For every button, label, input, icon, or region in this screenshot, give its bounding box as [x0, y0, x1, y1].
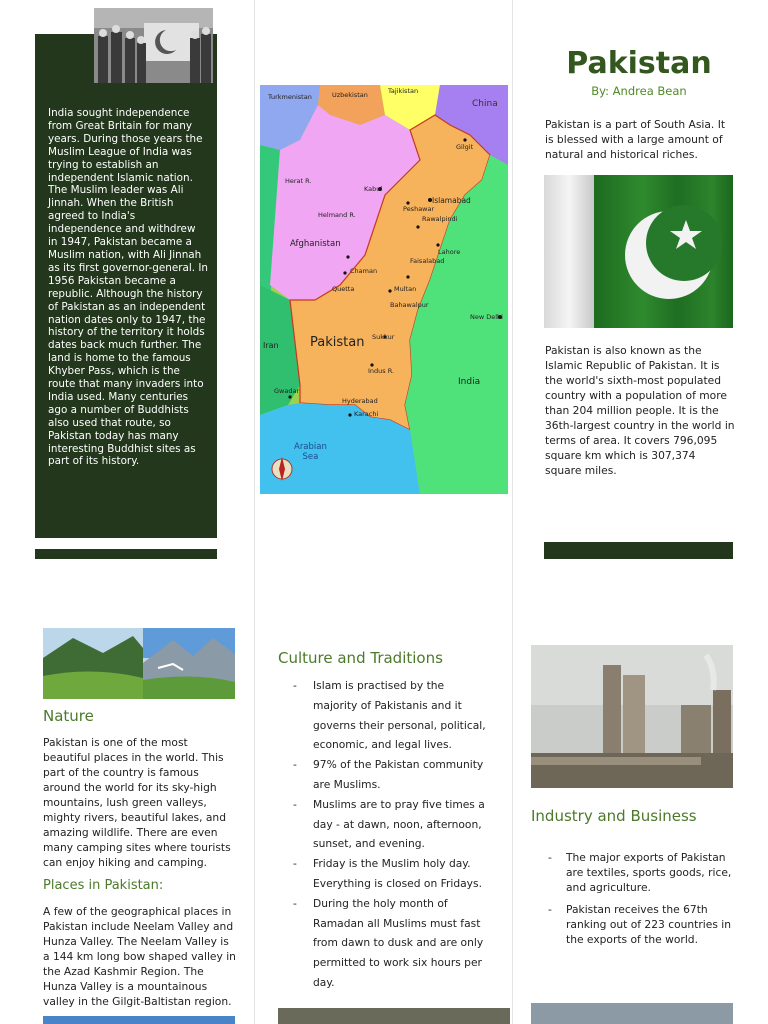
page-title: Pakistan — [566, 46, 712, 81]
culture-item: - Friday is the Muslim holy day. Everything is closed on Fridays. — [293, 854, 491, 894]
pakistan-map — [260, 85, 508, 494]
map-label-faisalabad: Faisalabad — [410, 257, 445, 265]
map-label-helmand-river: Helmand R. — [318, 211, 356, 219]
author-byline: By: Andrea Bean — [591, 84, 687, 98]
culture-item: - Islam is practised by the majority of Pakistanis and it governs their personal, political, economic, and legal lives. — [293, 676, 491, 755]
nature-heading: Nature — [43, 707, 94, 725]
culture-heading: Culture and Traditions — [278, 649, 443, 667]
map-label-iran: Iran — [263, 341, 279, 350]
decorative-bar-left — [35, 549, 217, 559]
country-facts-text: Pakistan is also known as the Islamic Republic of Pakistan. It is the world's sixth-most populated country with a population of more than 204 million people. It is the 36th-largest country in the world in terms of area. It covers 796,095 square km which is 307,374 square miles. — [545, 344, 735, 477]
panel-divider-2 — [512, 0, 513, 1024]
culture-item: - 97% of the Pakistan community are Muslims. — [293, 755, 491, 795]
map-label-islamabad: Islamabad — [432, 196, 471, 205]
valley-photo — [43, 628, 235, 699]
map-label-chaman: Chaman — [350, 267, 378, 275]
map-label-peshawar: Peshawar — [403, 205, 435, 213]
map-label-hyderabad: Hyderabad — [342, 397, 378, 405]
places-text: A few of the geographical places in Pakistan include Neelam Valley and Hunza Valley. The Neelam Valley is a 144 km long bow shaped valley in the Azad Kashmir Region. The Hunza Valley is a mountainous valley in the Gilgit-Baltistan region. — [43, 905, 236, 1008]
culture-item: - During the holy month of Ramadan all Muslims must fast from dawn to dusk and are only permitted to work six hours per day. — [293, 894, 491, 993]
bottom-photo-middle — [278, 1008, 510, 1024]
map-label-lahore: Lahore — [438, 248, 461, 256]
panel-divider-1 — [254, 0, 255, 1024]
industry-list — [548, 851, 738, 956]
map-label-indus-river: Indus R. — [368, 367, 395, 375]
map-label-uzbekistan: Uzbekistan — [332, 91, 368, 99]
map-label-multan: Multan — [394, 285, 417, 293]
bottom-photo-left — [43, 1016, 235, 1024]
historical-photo — [94, 8, 213, 83]
map-label-china: China — [472, 99, 498, 109]
map-label-india: India — [458, 377, 481, 387]
intro-text: Pakistan is a part of South Asia. It is blessed with a large amount of natural and historical riches. — [545, 118, 726, 161]
map-label-turkmenistan: Turkmenistan — [268, 93, 312, 101]
industry-heading: Industry and Business — [531, 807, 697, 825]
culture-list — [293, 676, 491, 993]
map-label-arabian-sea: Arabian Sea — [294, 442, 327, 462]
nature-text: Pakistan is one of the most beautiful places in the world. This part of the country is famous around the world for its sky-high mountains, lush green valleys, mighty rivers, beautiful lakes, and amazing wildlife. There are even many camping sites where tourists can enjoy hiking and camping. — [43, 736, 231, 869]
map-label-rawalpindi: Rawalpindi — [422, 215, 458, 223]
map-label-gwadar: Gwadar — [274, 387, 300, 395]
map-label-sukkur: Sukkur — [372, 333, 395, 341]
map-label-herat-river: Herat R. — [285, 177, 312, 185]
map-label-quetta: Quetta — [332, 285, 355, 293]
factory-photo — [531, 645, 733, 788]
industry-item: - Pakistan receives the 67th ranking out of 223 countries in the exports of the world. — [548, 903, 738, 947]
map-label-karachi: Karachi — [354, 410, 379, 418]
history-text: India sought independence from Great Britain for many years. During those years the Muslim League of India was trying to establish an independent Islamic nation. The Muslim leader was Ali Jinnah. When the British agreed to India's independence and withdrew in 1947, Pakistan became a Muslim nation, with Ali Jinnah as its first governor-general. In 1956 Pakistan became a republic. Although the history of Pakistan as an independent nation dates only to 1947, the history of the territory it holds dates back much further. The land is home to the famous Khyber Pass, which is the route that many invaders into India used. Many centuries ago a number of Buddhists also used that route, so Pakistan today has many interesting Buddhist sites as part of its history. — [48, 107, 208, 468]
map-label-afghanistan: Afghanistan — [290, 239, 341, 249]
bottom-photo-right — [531, 1003, 733, 1024]
map-label-kabul: Kabul — [364, 185, 383, 193]
map-label-gilgit: Gilgit — [456, 143, 474, 151]
culture-item: - Muslims are to pray five times a day - at dawn, noon, afternoon, sunset, and evening. — [293, 795, 491, 854]
map-label-pakistan: Pakistan — [310, 335, 365, 350]
pakistan-flag-image — [544, 175, 733, 328]
industry-item: - The major exports of Pakistan are textiles, sports goods, rice, and agriculture. — [548, 851, 738, 895]
map-label-tajikistan: Tajikistan — [388, 87, 419, 95]
map-label-new-delhi: New Delhi — [470, 313, 503, 321]
decorative-bar-right — [544, 542, 733, 559]
map-label-bahawalpur: Bahawalpur — [390, 301, 429, 309]
places-heading: Places in Pakistan: — [43, 878, 164, 893]
